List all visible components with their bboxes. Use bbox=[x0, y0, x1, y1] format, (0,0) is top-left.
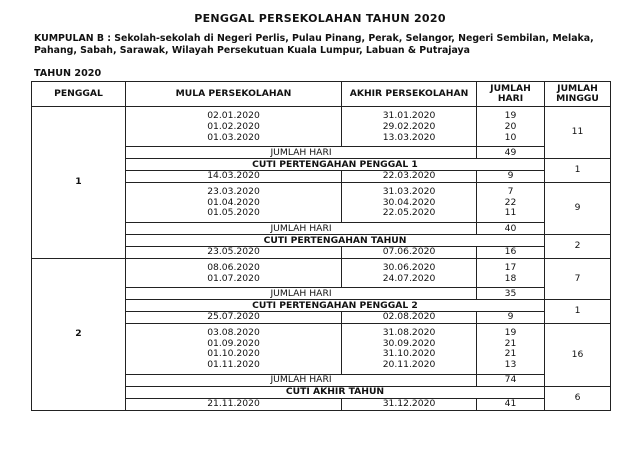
header-akhir: AKHIR PERSEKOLAHAN bbox=[342, 82, 477, 107]
date-value: 03.08.2020 bbox=[207, 326, 260, 338]
date-value: 14.03.2020 bbox=[126, 171, 342, 183]
header-jumlah-hari: JUMLAH HARI bbox=[477, 82, 545, 107]
days-value: 20 bbox=[504, 120, 517, 132]
days-value: 22 bbox=[504, 196, 517, 208]
jumlah-hari-total: 74 bbox=[477, 375, 545, 387]
table-row bbox=[32, 258, 611, 288]
days-value: 10 bbox=[504, 131, 517, 143]
header-jumlah-minggu: JUMLAH MINGGU bbox=[545, 82, 611, 107]
days-value: 16 bbox=[477, 247, 545, 259]
cuti-title: CUTI PERTENGAHAN PENGGAL 1 bbox=[126, 159, 545, 171]
hari-cell bbox=[477, 182, 545, 222]
date-value: 01.10.2020 bbox=[207, 348, 260, 360]
date-value: 21.11.2020 bbox=[126, 399, 342, 411]
date-value: 22.03.2020 bbox=[342, 171, 477, 183]
minggu-cell: 6 bbox=[545, 387, 611, 411]
days-value: 19 bbox=[504, 326, 517, 338]
date-value: 01.11.2020 bbox=[207, 359, 260, 371]
date-value: 02.08.2020 bbox=[342, 312, 477, 324]
mula-cell bbox=[126, 258, 342, 288]
days-value: 13 bbox=[504, 359, 517, 371]
date-value: 30.04.2020 bbox=[382, 196, 436, 208]
header-penggal: PENGGAL bbox=[32, 82, 126, 107]
date-value: 25.07.2020 bbox=[126, 312, 342, 324]
tahun-label: TAHUN 2020 bbox=[34, 68, 102, 79]
mula-cell bbox=[126, 323, 342, 374]
minggu-cell: 7 bbox=[545, 258, 611, 300]
document-title: PENGGAL PERSEKOLAHAN TAHUN 2020 bbox=[194, 12, 446, 25]
minggu-cell: 2 bbox=[545, 235, 611, 259]
date-value: 23.05.2020 bbox=[126, 247, 342, 259]
date-value: 01.04.2020 bbox=[207, 196, 260, 208]
jumlah-hari-label: JUMLAH HARI bbox=[126, 288, 477, 300]
school-term-table bbox=[31, 81, 611, 411]
hari-cell bbox=[477, 107, 545, 147]
days-value: 19 bbox=[504, 110, 517, 121]
date-value: 30.06.2020 bbox=[382, 261, 436, 273]
jumlah-hari-label: JUMLAH HARI bbox=[126, 223, 477, 235]
kumpulan-description: KUMPULAN B : Sekolah-sekolah di Negeri Perlis, Pulau Pinang, Perak, Selangor, Negeri Sembilan, Melaka, Pahang, Sabah, Sarawak, Wilayah Persekutuan Kuala Lumpur, Labuan & Putrajaya bbox=[34, 33, 594, 56]
date-value: 31.01.2020 bbox=[382, 110, 436, 121]
jumlah-hari-label: JUMLAH HARI bbox=[126, 375, 477, 387]
days-value: 18 bbox=[504, 272, 517, 284]
cuti-title: CUTI AKHIR TAHUN bbox=[126, 387, 545, 399]
date-value: 22.05.2020 bbox=[382, 207, 436, 219]
date-value: 08.06.2020 bbox=[207, 261, 260, 273]
days-value: 7 bbox=[507, 185, 514, 197]
table-header-row bbox=[32, 82, 611, 107]
minggu-cell: 1 bbox=[545, 159, 611, 183]
penggal-2-label: 2 bbox=[32, 258, 126, 410]
akhir-cell bbox=[342, 107, 477, 147]
days-value: 9 bbox=[477, 312, 545, 324]
date-value: 07.06.2020 bbox=[342, 247, 477, 259]
days-value: 9 bbox=[477, 171, 545, 183]
days-value: 17 bbox=[504, 261, 517, 273]
minggu-cell: 9 bbox=[545, 182, 611, 234]
jumlah-hari-total: 35 bbox=[477, 288, 545, 300]
hari-cell bbox=[477, 323, 545, 374]
date-value: 01.05.2020 bbox=[207, 207, 260, 219]
hari-cell bbox=[477, 258, 545, 288]
date-value: 02.01.2020 bbox=[207, 110, 260, 121]
mula-cell bbox=[126, 107, 342, 147]
date-value: 31.08.2020 bbox=[382, 326, 436, 338]
date-value: 23.03.2020 bbox=[207, 185, 260, 197]
date-value: 29.02.2020 bbox=[382, 120, 436, 132]
minggu-cell: 1 bbox=[545, 300, 611, 324]
date-value: 13.03.2020 bbox=[382, 131, 436, 143]
days-value: 41 bbox=[477, 399, 545, 411]
days-value: 11 bbox=[504, 207, 517, 219]
date-value: 30.09.2020 bbox=[382, 337, 436, 349]
date-value: 01.09.2020 bbox=[207, 337, 260, 349]
date-value: 01.03.2020 bbox=[207, 131, 260, 143]
date-value: 01.07.2020 bbox=[207, 272, 260, 284]
akhir-cell bbox=[342, 323, 477, 374]
mula-cell bbox=[126, 182, 342, 222]
date-value: 01.02.2020 bbox=[207, 120, 260, 132]
penggal-1-label: 1 bbox=[32, 107, 126, 259]
days-value: 21 bbox=[504, 348, 517, 360]
minggu-cell: 16 bbox=[545, 323, 611, 386]
cuti-title: CUTI PERTENGAHAN TAHUN bbox=[126, 235, 545, 247]
days-value: 21 bbox=[504, 337, 517, 349]
akhir-cell bbox=[342, 258, 477, 288]
minggu-cell: 11 bbox=[545, 107, 611, 159]
date-value: 31.12.2020 bbox=[342, 399, 477, 411]
date-value: 31.03.2020 bbox=[382, 185, 436, 197]
jumlah-hari-total: 49 bbox=[477, 147, 545, 159]
header-mula: MULA PERSEKOLAHAN bbox=[126, 82, 342, 107]
akhir-cell bbox=[342, 182, 477, 222]
date-value: 31.10.2020 bbox=[382, 348, 436, 360]
jumlah-hari-total: 40 bbox=[477, 223, 545, 235]
date-value: 24.07.2020 bbox=[382, 272, 436, 284]
jumlah-hari-label: JUMLAH HARI bbox=[126, 147, 477, 159]
cuti-title: CUTI PERTENGAHAN PENGGAL 2 bbox=[126, 300, 545, 312]
date-value: 20.11.2020 bbox=[382, 359, 436, 371]
table-row bbox=[32, 107, 611, 147]
